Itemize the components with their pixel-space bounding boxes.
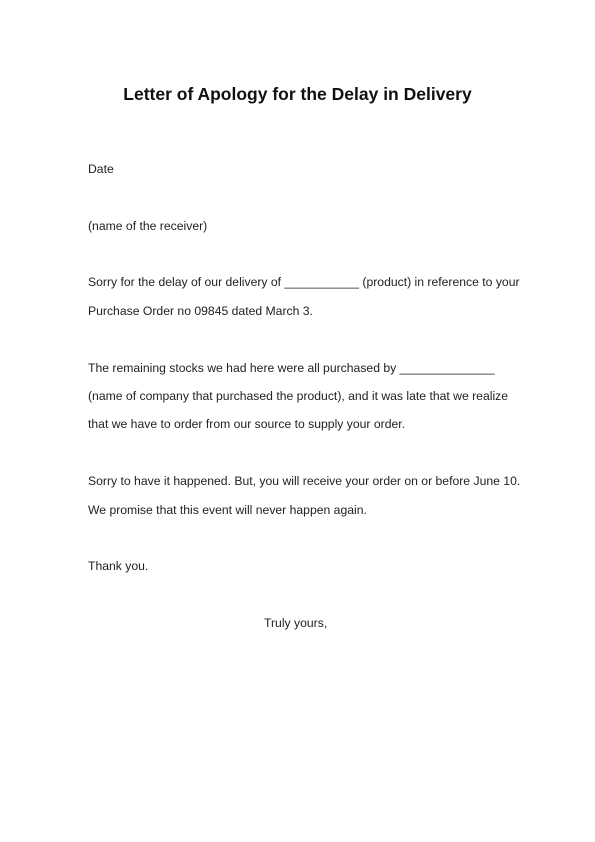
date-label: Date bbox=[88, 162, 114, 176]
paragraph2-line3: that we have to order from our source to supply your order. bbox=[88, 417, 406, 431]
thank-you-text: Thank you. bbox=[88, 559, 149, 573]
receiver-label: (name of the receiver) bbox=[88, 219, 208, 233]
paragraph3-line1: Sorry to have it happened. But, you will receive your order on or before June 10. bbox=[88, 474, 521, 488]
letter-title: Letter of Apology for the Delay in Delivery bbox=[123, 84, 472, 104]
paragraph2-line1: The remaining stocks we had here were all purchased by ______________ bbox=[88, 361, 495, 375]
closing-text: Truly yours, bbox=[264, 616, 328, 630]
paragraph1-line1: Sorry for the delay of our delivery of ___________ (product) in reference to your bbox=[88, 275, 520, 289]
paragraph2-line2: (name of company that purchased the product), and it was late that we realize bbox=[88, 389, 509, 403]
paragraph3-line2: We promise that this event will never happen again. bbox=[88, 503, 367, 517]
paragraph1-line2: Purchase Order no 09845 dated March 3. bbox=[88, 304, 313, 318]
